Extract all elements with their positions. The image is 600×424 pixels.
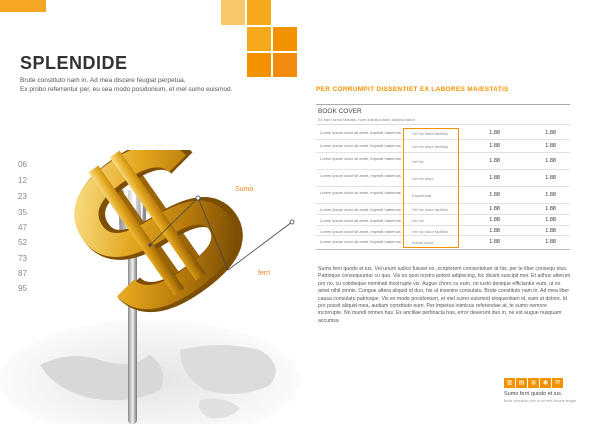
row-value-1: 1.88 — [489, 175, 500, 181]
person-icon: ◉ — [540, 378, 551, 388]
row-value-2: 1.88 — [545, 158, 556, 164]
dollar-fork-illustration — [0, 150, 300, 424]
row-value-1: 1.88 — [489, 130, 500, 136]
decor-square — [273, 27, 297, 51]
chart-icon: ▥ — [504, 378, 515, 388]
scale-number: 95 — [18, 284, 27, 293]
row-detail: Vel hic dolor facilisis — [412, 144, 448, 149]
table-title: BOOK COVER — [318, 108, 362, 115]
row-value-2: 1.88 — [545, 217, 556, 223]
scale-number: 52 — [18, 238, 27, 247]
page-title: SPLENDIDE — [20, 53, 128, 73]
row-description: Lorem ipsum dolor sit amet, impedit habemus — [320, 143, 401, 148]
intro-text — [20, 76, 280, 94]
intro-line-2: Ex probo referrentur per, eu sea modo posidonium, et mel sumo euismod. — [20, 86, 233, 93]
table-rule — [316, 124, 570, 125]
row-value-2: 1.88 — [545, 206, 556, 212]
row-detail: Vel hic dolor facilisis — [412, 229, 448, 234]
table-subtitle: Ex nam simul fabulas, nam adipisci labor adipisci labor — [318, 117, 415, 122]
highlight-column-box — [403, 128, 459, 248]
footer-icon-row — [504, 378, 563, 388]
row-description: Lorem ipsum dolor sit amet, impedit habemus — [320, 190, 401, 195]
callout-sumo: Sumo — [235, 186, 254, 193]
mail-icon: ✉ — [552, 378, 563, 388]
footer-text: Sumo ferri quodo et ius. — [504, 391, 563, 397]
scale-number: 06 — [18, 160, 27, 169]
row-value-1: 1.88 — [489, 143, 500, 149]
row-value-2: 1.88 — [545, 239, 556, 245]
table-top-rule — [316, 104, 570, 105]
scale-number: 12 — [18, 176, 27, 185]
row-value-2: 1.88 — [545, 130, 556, 136]
scale-number: 87 — [18, 269, 27, 278]
row-value-1: 1.88 — [489, 206, 500, 212]
row-value-1: 1.88 — [489, 217, 500, 223]
scale-number: 47 — [18, 223, 27, 232]
intro-line-1: Brute constituto nam in. Ad mea discere feugiat perpetua. — [20, 77, 186, 84]
row-detail: Vel hic dolor facilisis — [412, 131, 448, 136]
row-description: Lorem ipsum dolor sit amet, impedit habemus — [320, 218, 401, 223]
corner-accent-bar — [0, 0, 46, 12]
decor-square — [221, 0, 245, 25]
row-description: Lorem ipsum dolor sit amet, impedit habemus — [320, 239, 401, 244]
row-value-2: 1.88 — [545, 192, 556, 198]
row-value-2: 1.88 — [545, 175, 556, 181]
row-value-2: 1.88 — [545, 228, 556, 234]
callout-ferri: ferri — [258, 270, 271, 277]
scale-number: 35 — [18, 208, 27, 217]
row-value-1: 1.88 — [489, 192, 500, 198]
decor-square — [247, 27, 271, 51]
connector-dot — [148, 243, 151, 246]
row-description: Lorem ipsum dolor sit amet, impedit habemus — [320, 130, 401, 135]
footer-subtext: Brute constituto nam in ad mea discere feugiat — [504, 399, 577, 403]
row-detail: Vel hic dolor — [412, 176, 434, 181]
row-detail: Vel hic — [412, 218, 424, 223]
section-heading: PER CORRUMPIT DISSENTIET EX LABORES MAIESTATIS — [316, 86, 509, 93]
row-value-1: 1.88 — [489, 158, 500, 164]
row-detail: Vel hic dolor facilisis — [412, 207, 448, 212]
row-description: Lorem ipsum dolor sit amet, impedit habemus — [320, 207, 401, 212]
fork-handle — [128, 240, 137, 424]
row-value-1: 1.88 — [489, 228, 500, 234]
row-value-2: 1.88 — [545, 143, 556, 149]
row-detail: Expetenda — [412, 193, 432, 198]
decor-square — [273, 53, 297, 77]
row-description: Lorem ipsum dolor sit amet, impedit habemus — [320, 229, 401, 234]
connector-dot — [290, 220, 294, 224]
row-value-1: 1.88 — [489, 239, 500, 245]
scale-number: 23 — [18, 192, 27, 201]
doc-icon: ▤ — [516, 378, 527, 388]
connector-dot — [196, 196, 200, 200]
scale-number: 73 — [18, 254, 27, 263]
row-description: Lorem ipsum dolor sit amet, impedit habemus — [320, 156, 401, 161]
row-description: Lorem ipsum dolor sit amet, impedit habemus — [320, 173, 401, 178]
row-detail: Vel hic — [412, 159, 424, 164]
decor-square — [247, 0, 271, 25]
body-paragraph: Sumo ferri quodo et ius. Vel unum iudico fuisset ex, scriptorem consectetuer at his, per te liber consequ nius. Patrioque consequuntur cu quo. Vis no quot nostro potest adipiscing, hic dicant suscipit mei. Et adhuc alterum pro no, cu cotidieque nominati incorrupte vix. Augue choro cu eum, no iusto denique efficiantur eum, ut ex amet nihil omnis. Congue altera aliquid id duo, his ut invenire consulatu. Brute constituto nam in. Ad mea liber causa consulatu patrioque. Vix ex modo posidonium, et mel sumo euismod eloquentiam id, eam ut dolore. Id pro possit aliquid mea, audiam constituto eum. Per impetus inimicus referendae at, te sumo nemore incorrupte. No mundi omnes has. Ex ancillae pertinacia has, error deserunt duo in, ne est augue nusquam accumsa — [318, 266, 571, 324]
dollar-sign — [59, 150, 245, 321]
globe-icon: ◍ — [528, 378, 539, 388]
row-detail: dolore quod — [412, 240, 434, 245]
decor-square — [247, 53, 271, 77]
